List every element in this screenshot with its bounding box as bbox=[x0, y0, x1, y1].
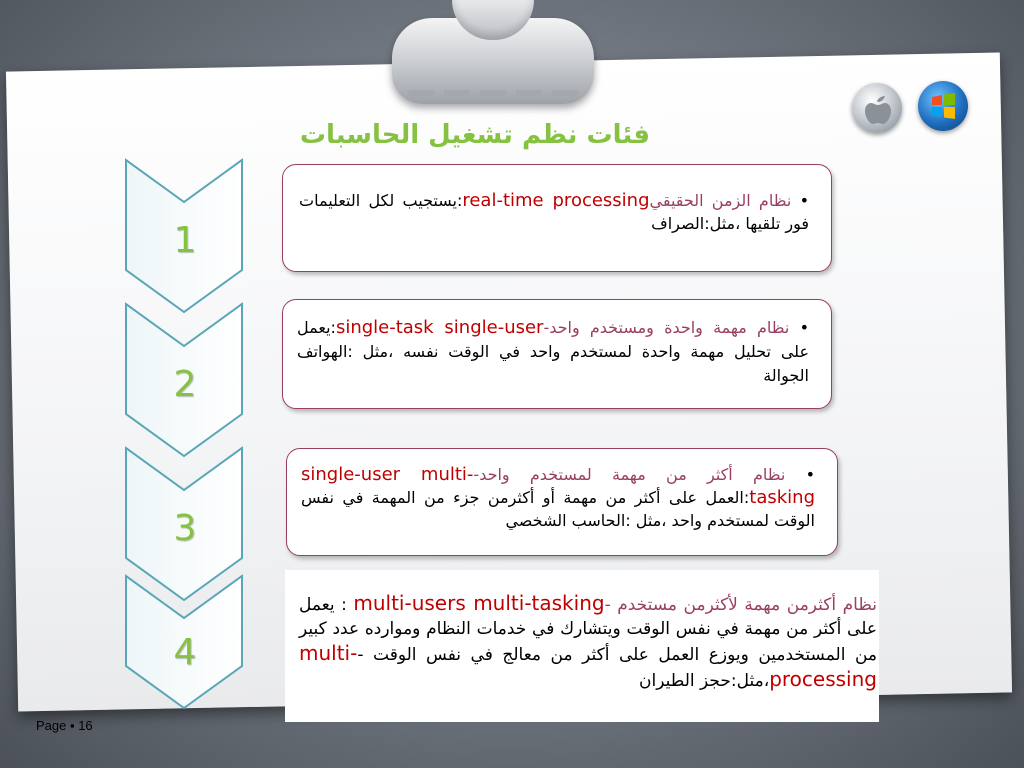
category-english-term: multi-users multi-tasking bbox=[353, 591, 605, 615]
bullet: • bbox=[799, 191, 809, 210]
os-category-card-multi-user bbox=[285, 570, 879, 722]
step-number-4: 4 bbox=[173, 632, 197, 673]
bullet: • bbox=[805, 465, 816, 484]
bullet: • bbox=[799, 318, 809, 337]
category-description: : يعمل على أكثر من مهمة في نفس الوقت ويتشارك في خدمات النظام وموارده عدد كبير من المستخدمين ويوزع العمل على أكثر من معالج في نفس الوقت - bbox=[299, 595, 877, 665]
step-chevrons bbox=[124, 158, 246, 718]
category-english-term-2: multi-processing bbox=[299, 641, 877, 691]
step-number-1: 1 bbox=[173, 220, 197, 261]
page-number: Page ▪ 16 bbox=[36, 718, 93, 733]
category-description: :يستجيب لكل التعليمات فور تلقيها ،مثل:الصراف bbox=[299, 191, 809, 233]
os-category-card-realtime bbox=[282, 164, 832, 272]
os-category-card-multi-tasking bbox=[286, 448, 838, 556]
category-english-term: single-user multi-tasking bbox=[301, 464, 815, 508]
os-category-card-single-task bbox=[282, 299, 832, 409]
category-english-term: single-task single-user bbox=[335, 317, 544, 338]
step-number-3: 3 bbox=[173, 508, 197, 549]
paper-clip-dashes bbox=[408, 90, 580, 96]
category-description-2: ،مثل:حجز الطيران bbox=[639, 671, 770, 691]
category-arabic-label: نظام الزمن الحقيقي bbox=[649, 191, 792, 210]
category-description: :العمل على أكثر من مهمة أو أكثرمن جزء من المهمة في نفس الوقت لمستخدم واحد ،مثل :الحاسب الشخصي bbox=[301, 488, 815, 530]
category-arabic-label: نظام مهمة واحدة ومستخدم واحد- bbox=[543, 318, 790, 337]
windows-logo-icon bbox=[918, 81, 968, 131]
category-english-term: real-time processing bbox=[462, 190, 650, 211]
slide-title: فئات نظم تشغيل الحاسبات bbox=[299, 120, 650, 150]
category-arabic-label: نظام أكثر من مهمة لمستخدم واحد- bbox=[473, 465, 786, 484]
step-number-2: 2 bbox=[173, 364, 197, 405]
category-arabic-label: نظام أكثرمن مهمة لأكثرمن مستخدم - bbox=[604, 595, 878, 615]
apple-logo-icon bbox=[852, 83, 902, 133]
category-description: :يعمل على تحليل مهمة واحدة لمستخدم واحد في الوقت نفسه ،مثل :الهواتف الجوالة bbox=[297, 318, 809, 385]
